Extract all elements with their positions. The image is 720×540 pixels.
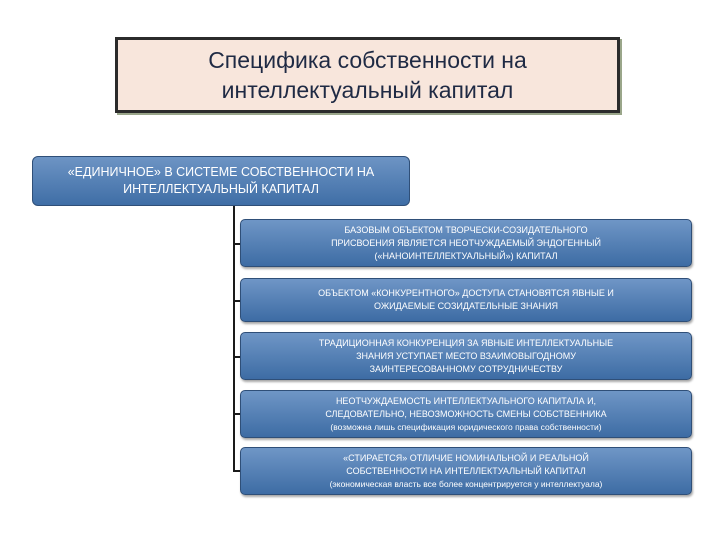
root-node-line-1: «ЕДИНИЧНОЕ» В СИСТЕМЕ СОБСТВЕННОСТИ НА: [67, 165, 375, 179]
child-node-3-line-3: ЗАИНТЕРЕСОВАННОМУ СОТРУДНИЧЕСТВУ: [369, 363, 563, 374]
child-node-4-note: (возможна лишь спецификация юридического права собственности): [330, 421, 602, 432]
child-node-5-line-2: СОБСТВЕННОСТИ НА ИНТЕЛЛЕКТУАЛЬНЫЙ КАПИТАЛ: [346, 465, 586, 476]
child-node-5-line-1: «СТИРАЕТСЯ» ОТЛИЧИЕ НОМИНАЛЬНОЙ И РЕАЛЬНОЙ: [343, 452, 589, 463]
child-node-2: [240, 278, 692, 322]
child-node-5: [240, 447, 692, 495]
title-box: [115, 37, 620, 113]
root-node-line-2: ИНТЕЛЛЕКТУАЛЬНЫЙ КАПИТАЛ: [123, 182, 319, 196]
root-node: [32, 156, 410, 206]
child-node-5-note: (экономическая власть все более концентрируется у интеллектуала): [329, 478, 603, 489]
child-node-1-line-1: БАЗОВЫМ ОБЪЕКТОМ ТВОРЧЕСКИ-СОЗИДАТЕЛЬНОГО: [344, 224, 588, 235]
child-node-3-line-2: ЗНАНИЯ УСТУПАЕТ МЕСТО ВЗАИМОВЫГОДНОМУ: [356, 350, 576, 361]
child-node-4-line-1: НЕОТЧУЖДАЕМОСТЬ ИНТЕЛЛЕКТУАЛЬНОГО КАПИТАЛА И,: [335, 395, 597, 406]
child-node-1-line-3: («НАНОИНТЕЛЛЕКТУАЛЬНЫЙ») КАПИТАЛ: [374, 250, 558, 261]
child-node-2-line-1: ОБЪЕКТОМ «КОНКУРЕНТНОГО» ДОСТУПА СТАНОВЯТСЯ ЯВНЫЕ И: [318, 288, 614, 298]
title-line-2: интеллектуальный капитал: [221, 77, 514, 103]
title-line-1: Специфика собственности на: [208, 47, 527, 73]
child-node-3: [240, 332, 692, 380]
child-node-3-line-1: ТРАДИЦИОННАЯ КОНКУРЕНЦИЯ ЗА ЯВНЫЕ ИНТЕЛЛЕКТУАЛЬНЫЕ: [318, 337, 614, 348]
child-node-1: [240, 219, 692, 267]
child-node-4: [240, 390, 692, 438]
child-node-2-line-2: ОЖИДАЕМЫЕ СОЗИДАТЕЛЬНЫЕ ЗНАНИЯ: [374, 301, 558, 311]
child-node-4-line-2: СЛЕДОВАТЕЛЬНО, НЕВОЗМОЖНОСТЬ СМЕНЫ СОБСТВЕННИКА: [325, 408, 607, 419]
child-node-1-line-2: ПРИСВОЕНИЯ ЯВЛЯЕТСЯ НЕОТЧУЖДАЕМЫЙ ЭНДОГЕННЫЙ: [331, 237, 601, 248]
connector-trunk: [233, 206, 235, 470]
